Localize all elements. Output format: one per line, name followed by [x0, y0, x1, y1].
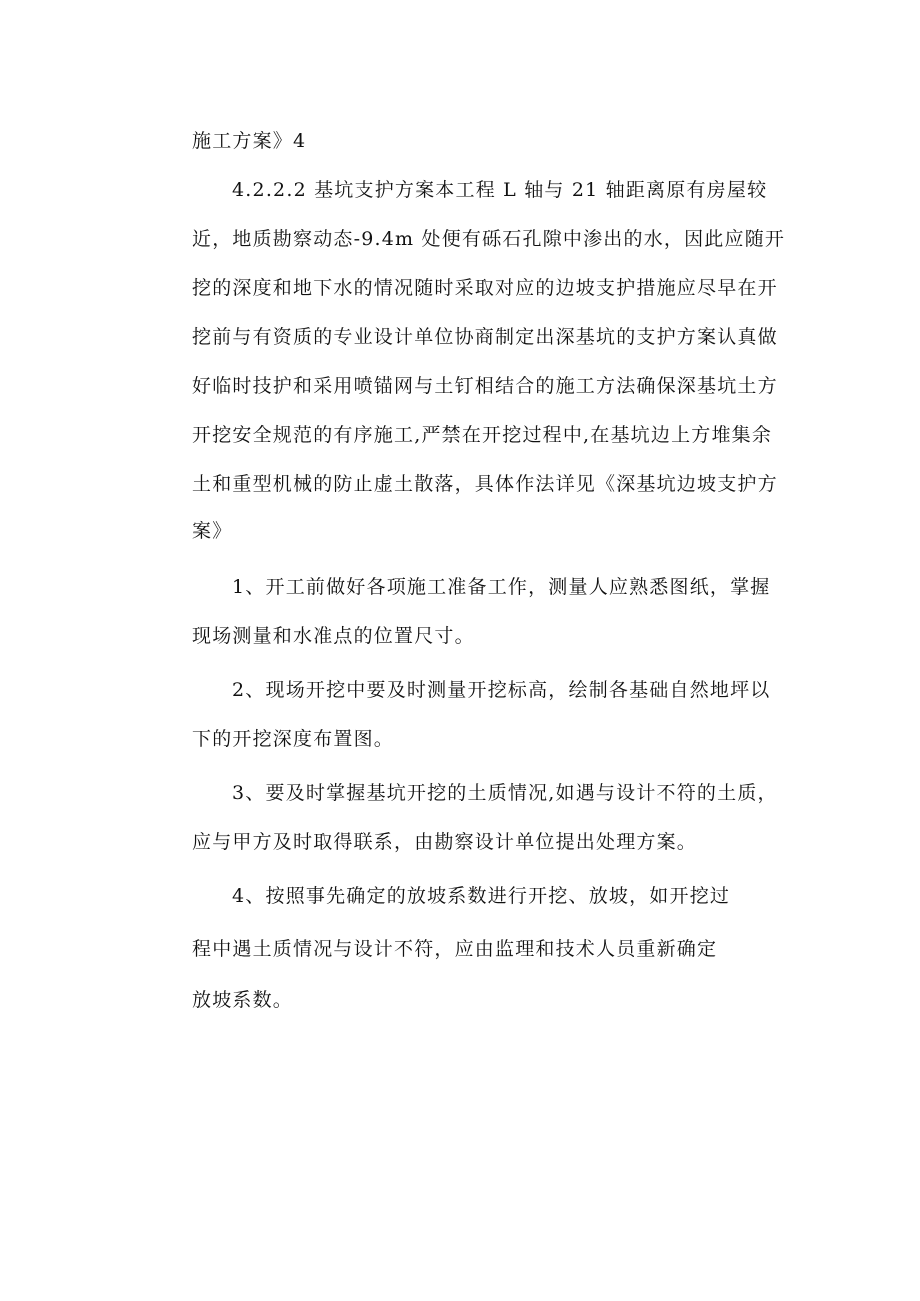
section-line-3: 挖的深度和地下水的情况随时采取对应的边坡支护措施应尽早在开 [192, 277, 778, 299]
section-line-7: 土和重型机械的防止虚土散落，具体作法详见《深基坑边坡支护方 [192, 473, 778, 495]
item-4-line-3: 放坡系数。 [192, 989, 294, 1011]
item-4-line-1: 4、按照事先确定的放坡系数进行开挖、放坡，如开挖过 [232, 885, 731, 907]
item-2-line-1: 2、现场开挖中要及时测量开挖标高，绘制各基础自然地坪以 [232, 679, 771, 701]
section-line-4: 挖前与有资质的专业设计单位协商制定出深基坑的支护方案认真做 [192, 326, 778, 348]
item-1-line-1: 1、开工前做好各项施工准备工作，测量人应熟悉图纸，掌握 [232, 576, 771, 598]
section-line-5: 好临时技护和采用喷锚网与土钉相结合的施工方法确保深基坑土方 [192, 375, 778, 397]
item-3-line-1: 3、要及时掌握基坑开挖的土质情况,如遇与设计不符的土质， [232, 782, 778, 804]
section-line-2: 近，地质勘察动态-9.4m 处便有砾石孔隙中渗出的水，因此应随开 [192, 228, 786, 250]
item-3-line-2: 应与甲方及时取得联系，由勘察设计单位提出处理方案。 [192, 831, 698, 853]
item-4-line-2: 程中遇土质情况与设计不符，应由监理和技术人员重新确定 [192, 938, 718, 960]
prev-continuation-line: 施工方案》4 [192, 130, 307, 152]
item-1-line-2: 现场测量和水准点的位置尺寸。 [192, 625, 475, 647]
item-2-line-2: 下的开挖深度布置图。 [192, 728, 395, 750]
section-line-6: 开挖安全规范的有序施工,严禁在开挖过程中,在基坑边上方堆集余 [192, 424, 773, 446]
section-line-8: 案》 [192, 520, 233, 542]
section-line-1: 4.2.2.2 基坑支护方案本工程 L 轴与 21 轴距离原有房屋较 [232, 179, 768, 201]
